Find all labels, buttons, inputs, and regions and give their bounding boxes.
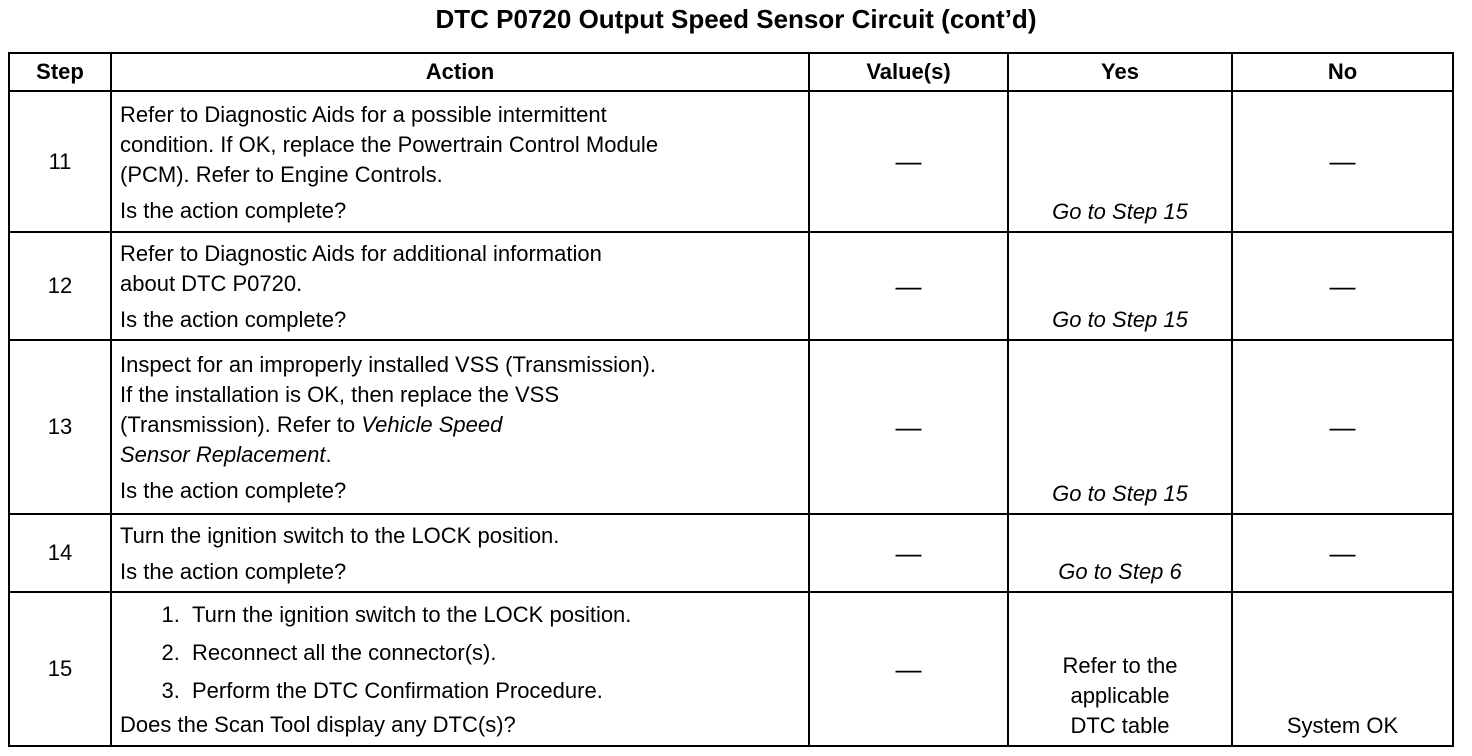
yes-cell: Go to Step 6 [1008, 514, 1232, 592]
table-row [9, 91, 1453, 232]
action-cell [111, 340, 809, 514]
reference-link-text: Sensor Replacement [120, 442, 326, 467]
action-question: Is the action complete? [120, 478, 347, 503]
yes-cell [1008, 592, 1232, 746]
action-line: about DTC P0720. [120, 271, 303, 296]
action-question: Is the action complete? [120, 197, 347, 223]
list-item: 2. Reconnect all the connector(s). [186, 638, 802, 668]
action-question: Is the action complete? [120, 559, 347, 584]
action-text: . [325, 442, 332, 467]
no-cell: System OK [1232, 592, 1453, 746]
table-row [9, 514, 1453, 592]
action-line: Refer to Diagnostic Aids for additional information [120, 241, 602, 266]
action-line [120, 410, 802, 440]
yes-cell: Go to Step 15 [1008, 91, 1232, 232]
table-row [9, 340, 1453, 514]
value-cell: — [809, 340, 1008, 514]
action-text: (Transmission). Refer to [120, 412, 362, 437]
value-cell: — [809, 91, 1008, 232]
yes-line: Refer to the [1062, 653, 1178, 678]
no-cell: — [1232, 91, 1453, 232]
header-no: No [1232, 53, 1453, 91]
step-number: 12 [9, 232, 111, 340]
action-line: (PCM). Refer to Engine Controls. [120, 161, 443, 187]
action-cell [111, 514, 809, 592]
action-line: If the installation is OK, then replace the VSS [120, 382, 560, 407]
action-question: Is the action complete? [120, 307, 347, 332]
value-cell: — [809, 232, 1008, 340]
reference-link-text: Vehicle Speed [361, 412, 503, 437]
action-line: Refer to Diagnostic Aids for a possible intermittent [120, 101, 607, 127]
step-number: 11 [9, 91, 111, 232]
page-title: DTC P0720 Output Speed Sensor Circuit (cont’d) [435, 4, 1037, 34]
step-number: 14 [9, 514, 111, 592]
header-yes: Yes [1008, 53, 1232, 91]
step-number: 15 [9, 592, 111, 746]
action-cell [111, 232, 809, 340]
action-line: Turn the ignition switch to the LOCK position. [120, 523, 560, 548]
header-values: Value(s) [809, 53, 1008, 91]
yes-line: applicable [1070, 683, 1170, 708]
value-cell: — [809, 514, 1008, 592]
table-row [9, 232, 1453, 340]
action-line: condition. If OK, replace the Powertrain Control Module [120, 131, 659, 157]
no-cell: — [1232, 340, 1453, 514]
list-item: 3. Perform the DTC Confirmation Procedure. [186, 676, 802, 706]
no-cell: — [1232, 232, 1453, 340]
diagnostic-table [8, 52, 1454, 747]
value-cell: — [809, 592, 1008, 746]
action-cell [111, 592, 809, 746]
yes-cell: Go to Step 15 [1008, 232, 1232, 340]
action-question: Does the Scan Tool display any DTC(s)? [120, 712, 516, 737]
header-action: Action [111, 53, 809, 91]
header-row [9, 53, 1453, 91]
list-item: 1. Turn the ignition switch to the LOCK position. [186, 600, 802, 630]
action-cell [111, 91, 809, 232]
yes-cell: Go to Step 15 [1008, 340, 1232, 514]
procedure-list [120, 600, 802, 706]
action-line: Inspect for an improperly installed VSS (Transmission). [120, 352, 656, 377]
yes-line: DTC table [1070, 713, 1170, 738]
action-line [120, 440, 802, 470]
table-row [9, 592, 1453, 746]
no-cell: — [1232, 514, 1453, 592]
header-step: Step [9, 53, 111, 91]
step-number: 13 [9, 340, 111, 514]
